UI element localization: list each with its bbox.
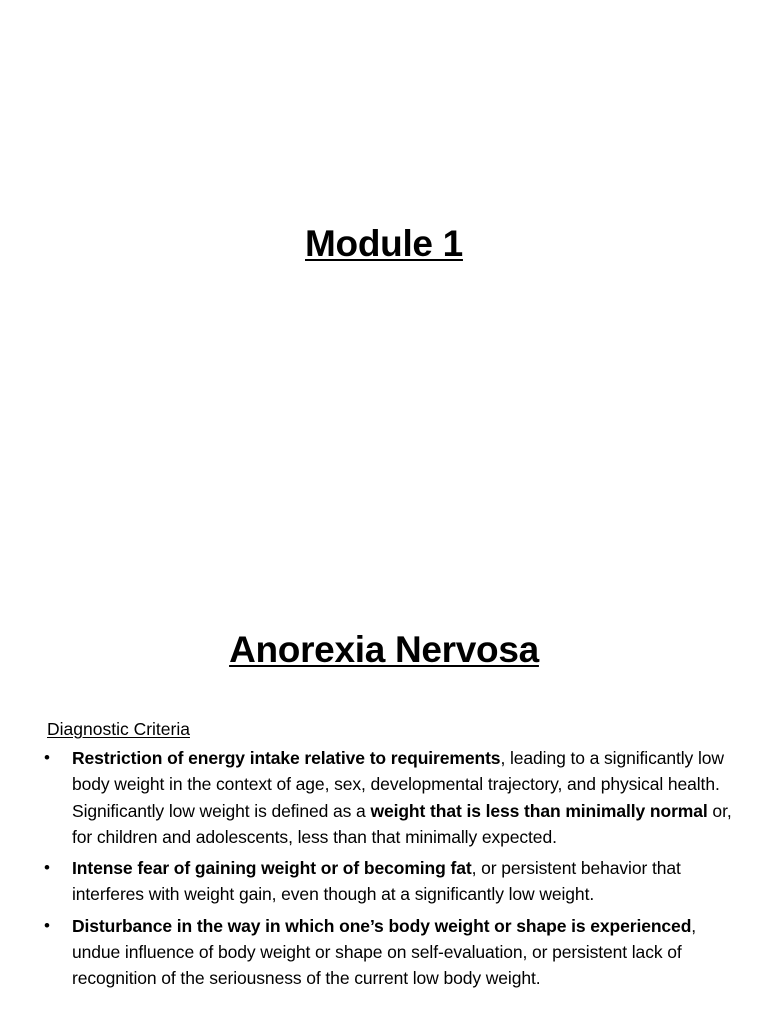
bullet-icon: • — [44, 858, 50, 878]
diagnostic-criteria-heading: Diagnostic Criteria — [47, 719, 190, 739]
criteria-text: or, for children and adolescents, less than that minimally expected. — [72, 800, 732, 847]
criteria-text: , leading to a significantly low body weight in the context of age, sex, developmental trajectory, and physical health. Significantly low weight is defined as a — [72, 748, 724, 821]
module-title: Module 1 — [305, 223, 463, 264]
criteria-list — [44, 745, 734, 997]
criteria-item — [44, 855, 734, 908]
criteria-item — [44, 745, 734, 850]
criteria-bold-text: Restriction of energy intake relative to requirements — [72, 748, 501, 768]
criteria-text: , undue influence of body weight or shape on self-evaluation, or persistent lack of recognition of the seriousness of the current low body weight. — [72, 915, 697, 989]
slide-anorexia-nervosa — [0, 576, 768, 1024]
bullet-icon: • — [44, 915, 50, 935]
criteria-bold-text: Intense fear of gaining weight or of becoming fat — [72, 858, 472, 879]
bullet-icon: • — [44, 748, 50, 767]
criteria-text: , or persistent behavior that interferes with weight gain, even though at a significantly low weight. — [72, 858, 681, 905]
criteria-item — [44, 913, 734, 992]
criteria-bold-text: Disturbance in the way in which one’s body weight or shape is experienced — [72, 915, 692, 936]
criteria-bold-text: weight that is less than minimally normal — [370, 800, 708, 821]
slide-title: Anorexia Nervosa — [229, 629, 539, 670]
